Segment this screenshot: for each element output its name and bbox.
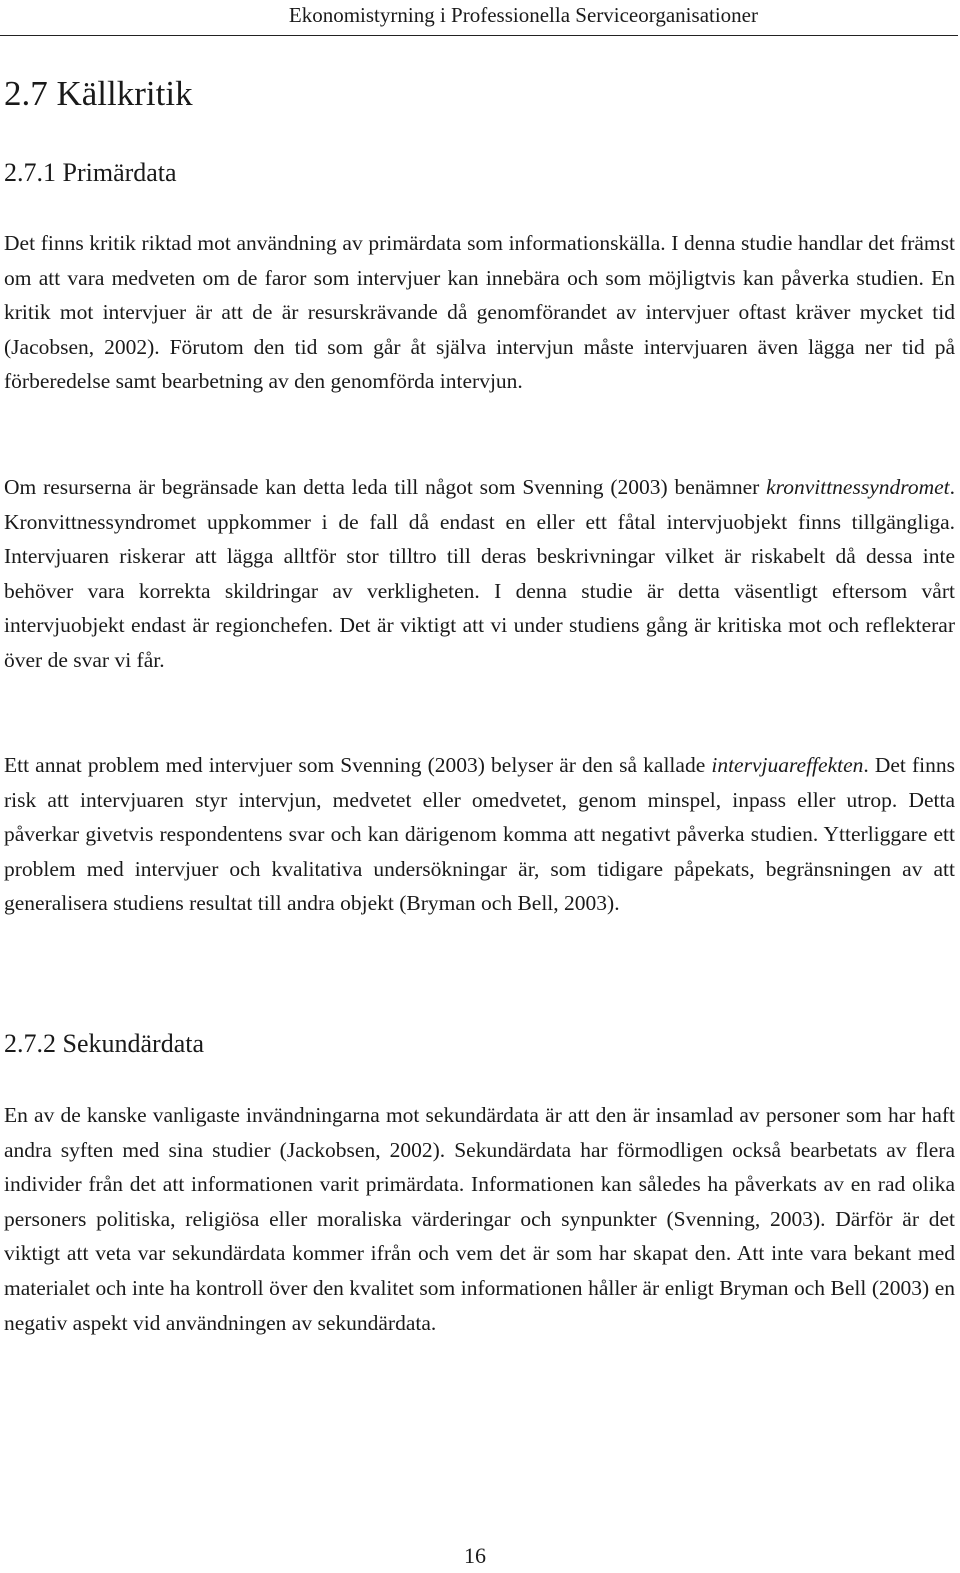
running-title: Ekonomistyrning i Professionella Serviceorganisationer — [288, 3, 758, 27]
subsection-heading-primardata: 2.7.1 Primärdata — [4, 158, 177, 187]
paragraph-text: . Kronvittnessyndromet uppkommer i de fall då endast en eller ett fåtal intervjuobjekt finns tillgängliga. Intervjuaren riskerar att lägga alltför stor tilltro till deras beskrivningar vilket är riskabelt då dessa inte behöver vara korrekta skildringar av verkligheten. I denna studie är detta väsentligt eftersom vårt intervjuobjekt endast är regionchefen. Det är viktigt att vi under studiens gång är kritiska mot och reflekterar över de svar vi får. — [4, 475, 955, 672]
paragraph-text: . Det finns risk att intervjuaren styr intervjun, medvetet eller omedvetet, genom minspel, inpass eller utrop. Detta påverkar givetvis respondentens svar och kan därigenom komma att negativt påverka studien. Ytterliggare ett problem med intervjuer och kvalitativa undersökningar är, som tidigare påpekats, begränsningen av att generalisera studiens resultat till andra objekt (Bryman och Bell, 2003). — [4, 753, 956, 916]
paragraph-primardata-1: Det finns kritik riktad mot användning av primärdata som informationskälla. I denna studie handlar det främst om att vara medveten om de faror som intervjuer kan innebära och som möjligtvis kan påverka studien. En kritik mot intervjuer är att de är resurskrävande då genomförandet av intervjuer oftast kräver mycket tid (Jacobsen, 2002). Förutom den tid som går åt själva intervjun måste intervjuaren även lägga ner tid på förberedelse samt bearbetning av den genomförda intervjun. — [4, 231, 955, 394]
section-heading: 2.7 Källkritik — [4, 74, 193, 113]
paragraph-sekundardata-1: En av de kanske vanligaste invändningarna mot sekundärdata är att den är insamlad av personer som har haft andra syften med sina studier (Jackobsen, 2002). Sekundärdata har förmodligen också bearbetats av flera individer från det att informationen varit primärdata. Informationen kan således ha påverkats av en rad olika personers politiska, religiösa eller moraliska värderingar och synpunkter (Svenning, 2003). Därför är det viktigt att veta var sekundärdata kommer ifrån och vem det är som har skapat den. Att inte vara bekant med materialet och inte ha kontroll över den kvalitet som informationen håller är enligt Bryman och Bell (2003) en negativ aspekt vid användningen av sekundärdata. — [4, 1103, 955, 1335]
running-header — [0, 0, 958, 36]
paragraph-text: Ett annat problem med intervjuer som Svenning (2003) belyser är den så kallade — [4, 753, 712, 777]
italic-term: intervjuareffekten — [711, 753, 864, 777]
subsection-heading-sekundardata: 2.7.2 Sekundärdata — [4, 1029, 205, 1058]
page-number: 16 — [464, 1543, 486, 1568]
paragraph-text: Om resurserna är begränsade kan detta leda till något som Svenning (2003) benämner — [4, 475, 767, 499]
paragraph-primardata-3 — [4, 748, 955, 921]
italic-term: kronvittnessyndromet — [766, 475, 950, 499]
paragraph-primardata-2 — [4, 470, 955, 678]
